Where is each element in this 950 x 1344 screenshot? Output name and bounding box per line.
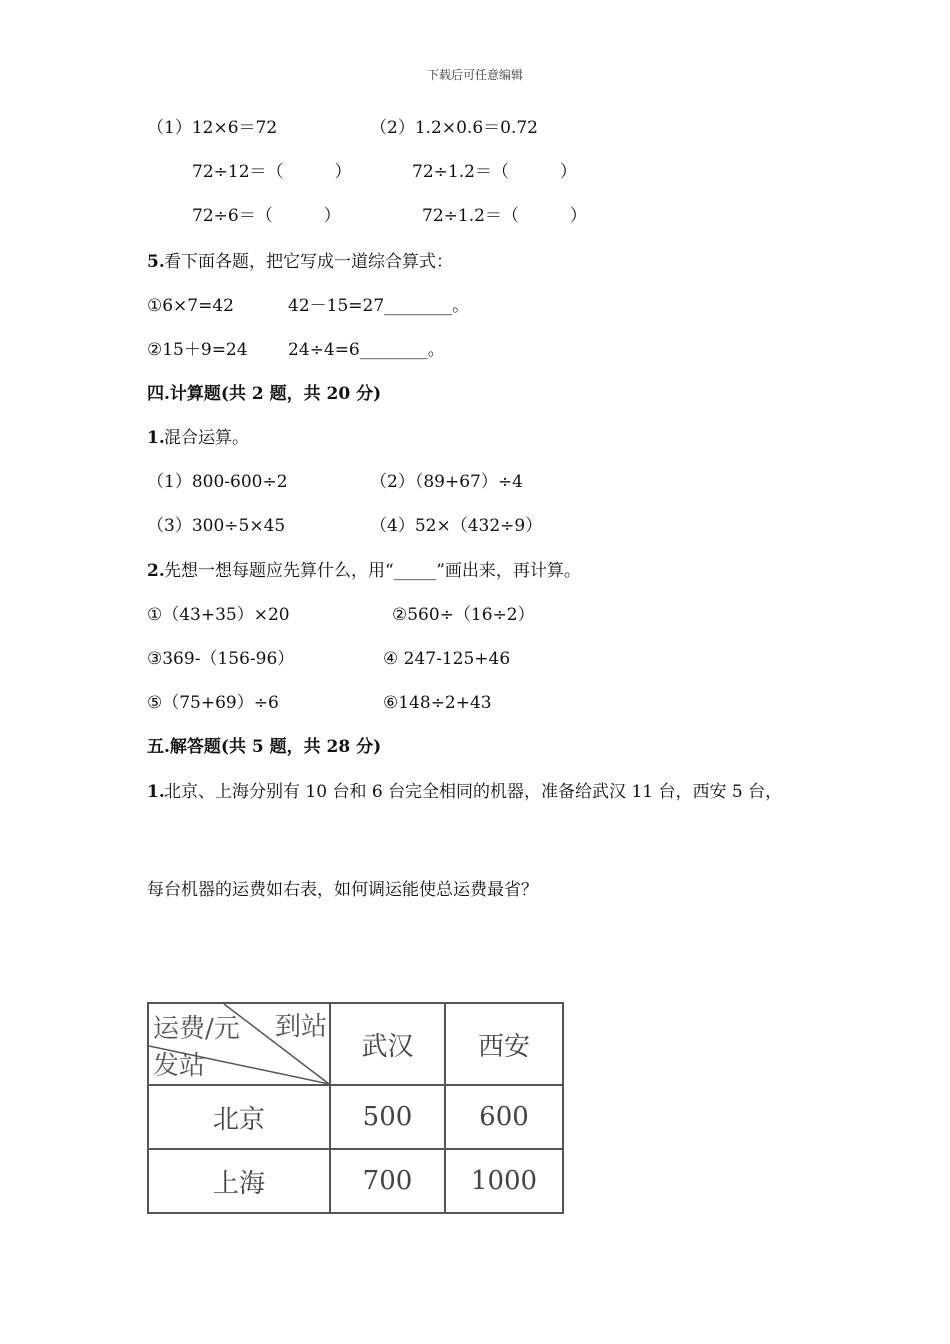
problem-line: （3）300÷5×45 [147, 516, 286, 536]
question-number: 1. [147, 428, 165, 448]
table-row [148, 1085, 563, 1149]
table-corner-cell [148, 1003, 330, 1085]
row-label-beijing: 北京 [148, 1085, 330, 1149]
question-number: 1. [147, 782, 165, 802]
corner-label-origin: 发站 [153, 1051, 206, 1081]
question-text: 北京、上海分别有 10 台和 6 台完全相同的机器，准备给武汉 11 台，西安 5 台， [164, 782, 783, 802]
problem-line: 24÷4=6________。 [288, 340, 445, 360]
table-cell: 1000 [445, 1149, 563, 1213]
problem-line: ①（43+35）×20 [147, 605, 290, 625]
problem-line: ④ 247-125+46 [383, 649, 511, 669]
corner-label-destination: 到站 [274, 1012, 327, 1042]
problem-line: ②15＋9=24 [147, 340, 248, 360]
question-number: 2. [147, 561, 165, 581]
question-number: 5. [147, 252, 165, 272]
problem-line: 72÷12＝（ ） [192, 162, 352, 182]
row-label-shanghai: 上海 [148, 1149, 330, 1213]
problem-line: （2）1.2×0.6＝0.72 [370, 118, 538, 138]
problem-line: 72÷1.2＝（ ） [412, 162, 577, 182]
problem-line: ②560÷（16÷2） [392, 605, 535, 625]
question-text: 每台机器的运费如右表，如何调运能使总运费最省？ [147, 880, 538, 900]
question-text: 先想一想每题应先算什么，用“_____”画出来，再计算。 [164, 561, 581, 581]
problem-line: （1）12×6＝72 [147, 118, 278, 138]
problem-line: 72÷6＝（ ） [192, 206, 341, 226]
problem-line: ⑤（75+69）÷6 [147, 693, 279, 713]
corner-label-cost: 运费/元 [153, 1014, 240, 1044]
problem-line: 72÷1.2＝（ ） [422, 206, 587, 226]
problem-line: （1）800-600÷2 [147, 472, 288, 492]
column-header-xian: 西安 [445, 1003, 563, 1085]
problem-line: （2）（89+67）÷4 [370, 472, 523, 492]
section-heading: 五.解答题(共 5 题，共 28 分) [147, 737, 382, 757]
table-cell: 500 [330, 1085, 445, 1149]
problem-line: ⑥148÷2+43 [383, 693, 492, 713]
freight-cost-table [147, 1002, 564, 1214]
question-text: 混合运算。 [164, 428, 249, 448]
problem-line: ①6×7=42 [147, 296, 234, 316]
table-cell: 600 [445, 1085, 563, 1149]
problem-line: 42－15=27________。 [288, 296, 470, 316]
section-heading: 四.计算题(共 2 题，共 20 分) [147, 384, 382, 404]
table-cell: 700 [330, 1149, 445, 1213]
column-header-wuhan: 武汉 [330, 1003, 445, 1085]
problem-line: （4）52×（432÷9） [370, 516, 543, 536]
question-text: 看下面各题，把它写成一道综合算式： [164, 252, 453, 272]
problem-line: ③369-（156-96） [147, 649, 295, 669]
table-row [148, 1149, 563, 1213]
page-header: 下载后可任意编辑 [426, 68, 523, 82]
